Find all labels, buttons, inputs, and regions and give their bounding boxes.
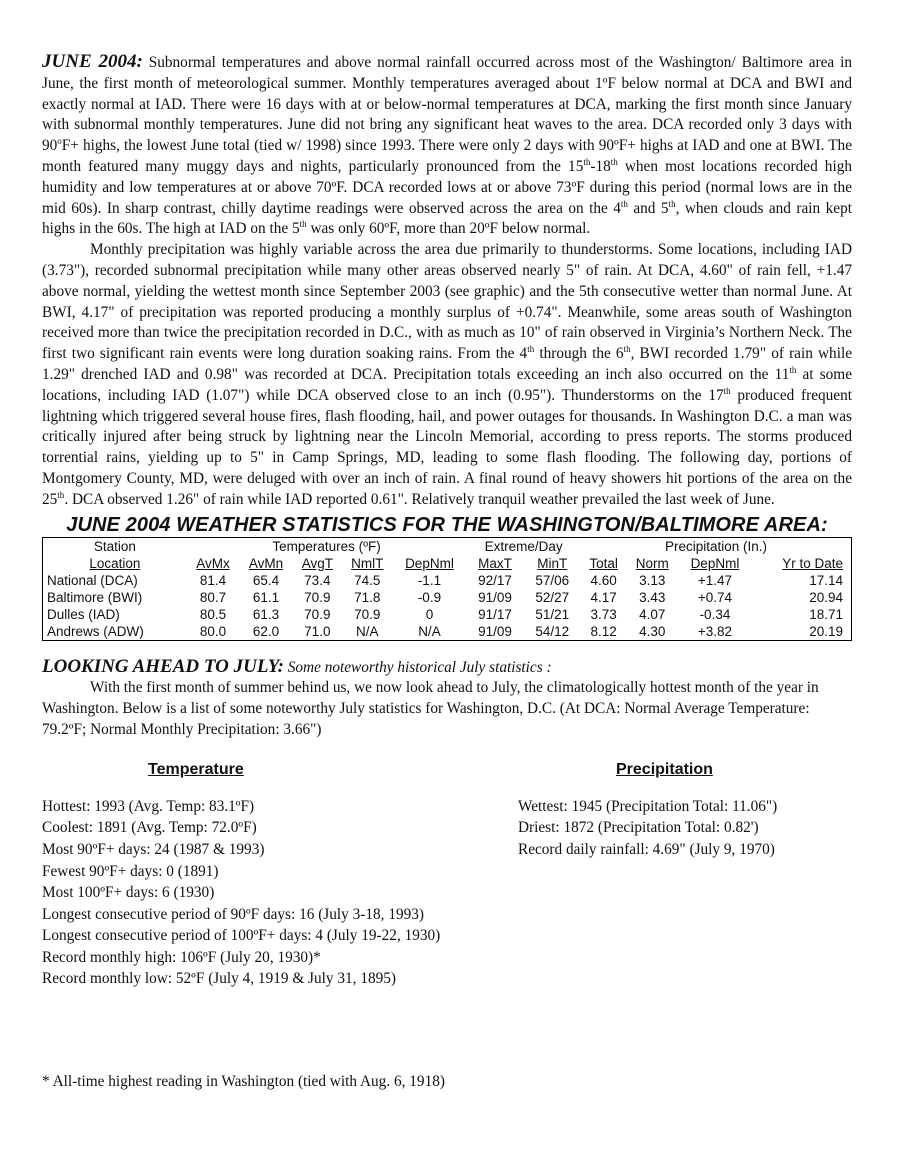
table-cell: 81.4 [199, 572, 227, 588]
table-cell: 51/21 [535, 606, 570, 622]
column-header: Total [589, 555, 618, 571]
precipitation-list [518, 796, 858, 861]
superscript: th [610, 156, 618, 167]
column-header: AvgT [301, 555, 333, 571]
precipitation-paragraph [42, 240, 852, 510]
station-name: Andrews (ADW) [47, 623, 144, 639]
group-temperatures: Temperatures (ºF) [272, 538, 381, 554]
list-item: Driest: 1872 (Precipitation Total: 0.82') [518, 819, 759, 837]
superscript: o [57, 136, 62, 147]
footnote: * All-time highest reading in Washington (tied with Aug. 6, 1918) [42, 1073, 445, 1090]
column-header: DepNml [690, 555, 740, 571]
text-run: F+ highs, the lowest June total (tied w/ 1998) since 1993. There were only 2 days with 90ºF+ highs at IAD and one at BWI. The month featured many muggy days and nights, particularly pronounced from the 15 [42, 137, 852, 175]
july-statistics [42, 761, 852, 1041]
column-header: MinT [537, 555, 568, 571]
table-cell: 91/09 [478, 589, 512, 605]
group-extreme-day: Extreme/Day [484, 538, 563, 554]
table-cell: 70.9 [304, 589, 331, 605]
list-item: Fewest 90ºF+ days: 0 (1891) [42, 862, 219, 880]
table-cell: 4.60 [590, 572, 617, 588]
table-cell: 92/17 [478, 572, 512, 588]
table-cell: 73.4 [304, 572, 331, 588]
temperature-column [42, 761, 512, 990]
table-cell: 80.5 [199, 606, 227, 622]
table-cell: 54/12 [535, 623, 570, 639]
list-item: Longest consecutive period of 90ºF days: 16 (July 3-18, 1993) [42, 905, 425, 923]
column-header: DepNml [405, 555, 454, 571]
list-item: Record monthly high: 106ºF (July 20, 1930)* [42, 948, 321, 966]
superscript: th [299, 219, 307, 230]
temperature-list [42, 796, 512, 990]
table-cell: 71.8 [354, 589, 381, 605]
list-item: Record daily rainfall: 4.69" (July 9, 1970) [518, 840, 775, 858]
table-row [43, 589, 852, 606]
looking-ahead-heading: LOOKING AHEAD TO JULY: [42, 655, 284, 677]
table-cell: -1.1 [417, 572, 442, 588]
text-run: Monthly precipitation was highly variable across the area due primarily to thunderstorms. Some locations, including IAD (3.73"), recorded subnormal precipitation while many other areas observed nearly 5" of rain. At DCA, 4.60" of rain fell, +1.47 above normal, yielding the wettest month since September 2003 (see graphic) and the 5th consecutive wetter than normal June. At BWI, 4.17" of precipitation was reported producing a monthly surplus of +0.74". Meanwhile, some areas south of Washington received more than twice the precipitation recorded in D.C., with as much as 10" of rain observed in Virginia’s Northern Neck. The first two significant rain events were long duration soaking rains. From the 4 [42, 241, 852, 363]
table-cell: 0 [425, 606, 434, 622]
text-run: was only 60ºF, more than 20ºF below normal. [306, 220, 591, 238]
table-cell: 70.9 [354, 606, 381, 622]
text-run: through the 6 [534, 345, 624, 363]
superscript: th [527, 344, 535, 355]
table-cell: 4.30 [639, 623, 666, 639]
table-row [43, 606, 852, 623]
table-cell: +0.74 [697, 589, 733, 605]
column-header: Yr to Date [782, 555, 843, 571]
text-run: and 5 [627, 199, 669, 217]
station-name: Dulles (IAD) [47, 606, 120, 622]
text-run: produced frequent lightning which triggered several house fires, flash flooding, hail, and power outages for thousands. In Washington D.C. a man was critically injured after being struck by lightning near the Lincoln Memorial, according to press reports. The storms produced torrential rains, yielding up to 5" in Camp Springs, MD, leading to some flash flooding. The following day, portions of Montgomery County, MD, were deluged with over an inch of rain. A final round of heavy showers hit portions of the area on the 25 [42, 386, 853, 508]
table-cell: 71.0 [304, 623, 331, 639]
table-cell: 3.13 [639, 572, 666, 588]
list-item: Most 90ºF+ days: 24 (1987 & 1993) [42, 840, 265, 858]
station-name: National (DCA) [47, 572, 138, 588]
precipitation-heading: Precipitation [616, 760, 713, 778]
table-cell: 65.4 [252, 572, 280, 588]
superscript: th [789, 364, 797, 375]
superscript: th [623, 344, 631, 355]
table-cell: 80.7 [199, 589, 227, 605]
precipitation-column [518, 761, 858, 861]
weather-stats-table [42, 537, 852, 641]
looking-ahead-intro: With the first month of summer behind us, we now look ahead to July, the climatologically hottest month of the year in Washington. Below is a list of some noteworthy July statistics for Washington, D.C. (At DCA: Normal Average Temperature: 79.2ºF; Normal Monthly Precipitation: 3.66") [42, 679, 819, 738]
superscript: th [668, 198, 676, 209]
table-row [43, 572, 852, 589]
stats-title: JUNE 2004 WEATHER STATISTICS FOR THE WASHINGTON/BALTIMORE AREA: [66, 513, 828, 536]
list-item: Coolest: 1891 (Avg. Temp: 72.0ºF) [42, 819, 257, 837]
group-precipitation: Precipitation (In.) [664, 538, 767, 554]
column-header: NmlT [351, 555, 384, 571]
column-header: MaxT [478, 555, 512, 571]
table-cell: 62.0 [252, 623, 280, 639]
table-cell: 17.14 [809, 572, 843, 588]
superscript: th [57, 489, 65, 500]
text-run: , BWI recorded 1.79" of rain while 1.29" drenched IAD and 0.98" was recorded at DCA. Precipitation totals exceeding an inch also occurred on the 11 [42, 345, 852, 383]
text-run: , when clouds and rain kept highs in the 60s. The high at IAD on the 5 [42, 199, 852, 238]
column-header: Location [89, 555, 141, 571]
table-cell: 91/17 [478, 606, 512, 622]
table-cell: 4.17 [590, 589, 617, 605]
list-item: Wettest: 1945 (Precipitation Total: 11.06") [518, 797, 778, 815]
list-item: Record monthly low: 52ºF (July 4, 1919 & July 31, 1895) [42, 970, 397, 988]
text-run: -18 [590, 157, 611, 175]
table-cell: -0.34 [699, 606, 731, 622]
list-item: Hottest: 1993 (Avg. Temp: 83.1ºF) [42, 797, 255, 815]
temperature-heading: Temperature [148, 760, 244, 778]
table-cell: 57/06 [535, 572, 570, 588]
looking-ahead-section [42, 657, 852, 741]
table-cell: 20.94 [809, 589, 843, 605]
table-cell: 3.73 [590, 606, 617, 622]
summary-paragraph [42, 52, 852, 240]
column-header: AvMx [196, 555, 230, 571]
table-cell: +3.82 [697, 623, 733, 639]
table-cell: 18.71 [809, 606, 843, 622]
group-station: Station [93, 538, 136, 554]
table-cell: 80.0 [199, 623, 227, 639]
month-heading: JUNE 2004: [42, 51, 143, 72]
column-header: Norm [635, 555, 669, 571]
text-run: Subnormal temperatures and above normal rainfall occurred across most of the Washington/ Baltimore area in June, the first month of meteorological summer. Monthly temperatures averaged about 1ºF below normal at DCA and BWI and exactly normal at IAD. There were 16 days with at or below-normal temperatures at DCA, marking the first month since January with subnormal monthly temperatures. June did not bring any significant heat waves to the area. DCA recorded only 3 days with 90 [42, 54, 852, 155]
table-cell: N/A [418, 623, 441, 639]
table-cell: 3.43 [639, 589, 666, 605]
text-run: at some locations, including IAD (1.07") while DCA observed close to an inch (0.95"). Thunderstorms on the 17 [42, 365, 852, 404]
table-column-header-row [43, 555, 852, 572]
superscript: th [583, 156, 591, 167]
table-cell: 52/27 [535, 589, 570, 605]
table-cell: 4.07 [639, 606, 666, 622]
superscript: th [620, 198, 628, 209]
table-cell: 91/09 [478, 623, 512, 639]
superscript: th [723, 385, 731, 396]
table-cell: 74.5 [354, 572, 381, 588]
list-item: Most 100ºF+ days: 6 (1930) [42, 884, 215, 902]
table-cell: 61.1 [252, 589, 280, 605]
table-cell: +1.47 [697, 572, 733, 588]
table-group-header-row [43, 537, 852, 555]
table-cell: -0.9 [417, 589, 442, 605]
text-run: when most locations recorded high humidity and low temperatures at or above 70ºF. DCA recorded lows at or above 73ºF during this period (normal lows are in the mid 60s). In sharp contrast, chilly daytime readings were observed across the area on the 4 [42, 157, 852, 217]
text-run: . DCA observed 1.26" of rain while IAD reported 0.61". Relatively tranquil weather prevailed the last week of June. [64, 490, 775, 508]
table-cell: N/A [356, 623, 379, 639]
column-header: AvMn [248, 555, 284, 571]
station-name: Baltimore (BWI) [47, 589, 143, 605]
table-cell: 61.3 [252, 606, 280, 622]
table-cell: 8.12 [590, 623, 617, 639]
list-item: Longest consecutive period of 100ºF+ days: 4 (July 19-22, 1930) [42, 927, 441, 945]
table-cell: 20.19 [809, 623, 843, 639]
looking-ahead-subheading: Some noteworthy historical July statistics : [287, 658, 552, 676]
table-row [43, 623, 852, 641]
table-cell: 70.9 [304, 606, 331, 622]
